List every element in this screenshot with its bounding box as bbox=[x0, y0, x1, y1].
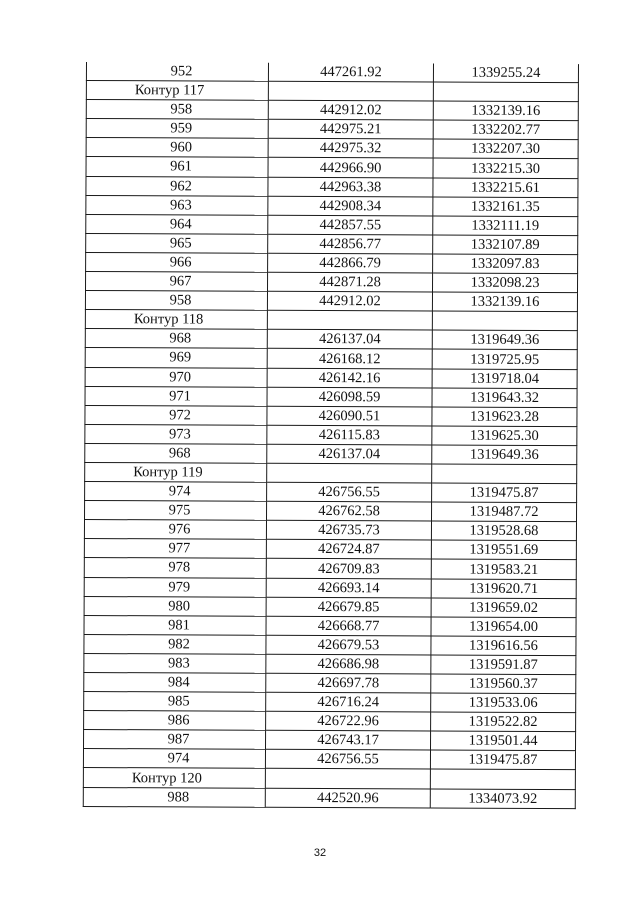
empty-cell bbox=[430, 769, 575, 789]
y-coordinate-cell: 1332161.35 bbox=[433, 197, 578, 217]
y-coordinate-cell: 1319533.06 bbox=[431, 693, 576, 713]
x-coordinate-cell: 426697.78 bbox=[266, 673, 431, 693]
point-number-cell: 963 bbox=[86, 195, 268, 215]
table-row bbox=[85, 405, 577, 426]
point-number-cell: 958 bbox=[85, 291, 267, 311]
x-coordinate-cell: 442871.28 bbox=[268, 272, 433, 292]
y-coordinate-cell: 1319620.71 bbox=[431, 579, 576, 599]
y-coordinate-cell: 1332107.89 bbox=[433, 235, 578, 255]
point-number-cell: 981 bbox=[84, 615, 266, 635]
table-row bbox=[86, 62, 578, 83]
point-number-cell: 961 bbox=[86, 157, 268, 177]
x-coordinate-cell: 426679.53 bbox=[266, 635, 431, 655]
point-number-cell: 958 bbox=[86, 100, 268, 120]
table-row bbox=[85, 443, 577, 464]
page-number: 32 bbox=[313, 847, 327, 859]
y-coordinate-cell: 1319649.36 bbox=[432, 445, 577, 465]
y-coordinate-cell: 1319649.36 bbox=[432, 330, 577, 350]
empty-cell bbox=[267, 463, 432, 483]
x-coordinate-cell: 442866.79 bbox=[268, 253, 433, 273]
point-number-cell: 988 bbox=[83, 787, 265, 807]
y-coordinate-cell: 1319501.44 bbox=[430, 731, 575, 751]
x-coordinate-cell: 426115.83 bbox=[267, 425, 432, 445]
x-coordinate-cell: 426668.77 bbox=[266, 616, 431, 636]
table-row bbox=[86, 138, 578, 159]
y-coordinate-cell: 1319551.69 bbox=[431, 540, 576, 560]
x-coordinate-cell: 442908.34 bbox=[268, 196, 433, 216]
y-coordinate-cell: 1332215.61 bbox=[433, 178, 578, 198]
point-number-cell: 969 bbox=[85, 348, 267, 368]
y-coordinate-cell: 1319475.87 bbox=[432, 483, 577, 503]
y-coordinate-cell: 1319528.68 bbox=[431, 521, 576, 541]
table-row bbox=[86, 176, 578, 197]
x-coordinate-cell: 442912.02 bbox=[268, 100, 433, 120]
y-coordinate-cell: 1332097.83 bbox=[433, 254, 578, 274]
point-number-cell: 967 bbox=[86, 272, 268, 292]
empty-cell bbox=[268, 81, 433, 101]
point-number-cell: 959 bbox=[86, 119, 268, 139]
x-coordinate-cell: 426098.59 bbox=[267, 387, 432, 407]
point-number-cell: 987 bbox=[84, 730, 266, 750]
x-coordinate-cell: 442963.38 bbox=[268, 177, 433, 197]
empty-cell bbox=[432, 311, 577, 331]
point-number-cell: 983 bbox=[84, 653, 266, 673]
y-coordinate-cell: 1319659.02 bbox=[431, 598, 576, 618]
point-number-cell: 977 bbox=[84, 539, 266, 559]
point-number-cell: 979 bbox=[84, 577, 266, 597]
y-coordinate-cell: 1319591.87 bbox=[431, 655, 576, 675]
y-coordinate-cell: 1319616.56 bbox=[431, 636, 576, 656]
table-row bbox=[84, 634, 576, 655]
y-coordinate-cell: 1319487.72 bbox=[431, 502, 576, 522]
y-coordinate-cell: 1332098.23 bbox=[432, 273, 577, 293]
coordinates-table bbox=[83, 62, 579, 809]
table-row bbox=[84, 653, 576, 674]
x-coordinate-cell: 426743.17 bbox=[266, 731, 431, 751]
contour-header-row bbox=[85, 310, 577, 331]
y-coordinate-cell: 1319654.00 bbox=[431, 617, 576, 637]
point-number-cell: 986 bbox=[84, 711, 266, 731]
x-coordinate-cell: 426137.04 bbox=[267, 330, 432, 350]
point-number-cell: 968 bbox=[85, 443, 267, 463]
empty-cell bbox=[432, 464, 577, 484]
x-coordinate-cell: 426693.14 bbox=[266, 578, 431, 598]
x-coordinate-cell: 426686.98 bbox=[266, 654, 431, 674]
x-coordinate-cell: 442912.02 bbox=[267, 291, 432, 311]
x-coordinate-cell: 426756.55 bbox=[265, 750, 430, 770]
table-row bbox=[86, 119, 578, 140]
y-coordinate-cell: 1332202.77 bbox=[433, 120, 578, 140]
table-row bbox=[84, 539, 576, 560]
table-row bbox=[85, 482, 577, 503]
point-number-cell: 976 bbox=[84, 520, 266, 540]
point-number-cell: 972 bbox=[85, 405, 267, 425]
x-coordinate-cell: 426762.58 bbox=[267, 501, 432, 521]
contour-label: Контур 120 bbox=[83, 768, 265, 788]
contour-header-row bbox=[83, 768, 575, 789]
table-row bbox=[84, 577, 576, 598]
x-coordinate-cell: 447261.92 bbox=[268, 63, 433, 82]
empty-cell bbox=[267, 311, 432, 331]
y-coordinate-cell: 1332111.19 bbox=[433, 216, 578, 236]
contour-header-row bbox=[86, 81, 578, 102]
point-number-cell: 964 bbox=[86, 214, 268, 234]
empty-cell bbox=[265, 769, 430, 789]
table-row bbox=[86, 100, 578, 121]
y-coordinate-cell: 1319718.04 bbox=[432, 369, 577, 389]
x-coordinate-cell: 426142.16 bbox=[267, 368, 432, 388]
point-number-cell: 975 bbox=[85, 501, 267, 521]
contour-header-row bbox=[85, 462, 577, 483]
table-row bbox=[84, 558, 576, 579]
contour-label: Контур 117 bbox=[86, 81, 268, 101]
table-row bbox=[85, 291, 577, 312]
y-coordinate-cell: 1319623.28 bbox=[432, 407, 577, 427]
x-coordinate-cell: 426090.51 bbox=[267, 406, 432, 426]
y-coordinate-cell: 1334073.92 bbox=[430, 789, 575, 809]
table-row bbox=[86, 157, 578, 178]
x-coordinate-cell: 426756.55 bbox=[267, 482, 432, 502]
table-row bbox=[83, 749, 575, 770]
table-row bbox=[84, 692, 576, 713]
table-row bbox=[85, 424, 577, 445]
y-coordinate-cell: 1319475.87 bbox=[430, 750, 575, 770]
y-coordinate-cell: 1319643.32 bbox=[432, 388, 577, 408]
x-coordinate-cell: 426724.87 bbox=[266, 540, 431, 560]
table-row bbox=[84, 711, 576, 732]
y-coordinate-cell: 1319560.37 bbox=[431, 674, 576, 694]
x-coordinate-cell: 442975.32 bbox=[268, 139, 433, 159]
point-number-cell: 978 bbox=[84, 558, 266, 578]
contour-label: Контур 119 bbox=[85, 462, 267, 482]
x-coordinate-cell: 442966.90 bbox=[268, 158, 433, 178]
x-coordinate-cell: 426722.96 bbox=[266, 711, 431, 731]
y-coordinate-cell: 1332139.16 bbox=[432, 292, 577, 312]
point-number-cell: 952 bbox=[86, 62, 268, 81]
table-row bbox=[84, 615, 576, 636]
point-number-cell: 966 bbox=[86, 252, 268, 272]
table-row bbox=[86, 272, 578, 293]
point-number-cell: 973 bbox=[85, 424, 267, 444]
point-number-cell: 984 bbox=[84, 672, 266, 692]
point-number-cell: 968 bbox=[85, 329, 267, 349]
table-row bbox=[86, 252, 578, 273]
y-coordinate-cell: 1332207.30 bbox=[433, 139, 578, 159]
table-row bbox=[86, 233, 578, 254]
point-number-cell: 971 bbox=[85, 386, 267, 406]
contour-label: Контур 118 bbox=[85, 310, 267, 330]
table-row bbox=[84, 520, 576, 541]
table-row bbox=[84, 730, 576, 751]
table-row bbox=[85, 501, 577, 522]
table-row bbox=[83, 787, 575, 808]
y-coordinate-cell: 1332215.30 bbox=[433, 158, 578, 178]
x-coordinate-cell: 442975.21 bbox=[268, 120, 433, 140]
table-row bbox=[86, 214, 578, 235]
x-coordinate-cell: 426716.24 bbox=[266, 692, 431, 712]
point-number-cell: 970 bbox=[85, 367, 267, 387]
y-coordinate-cell: 1319522.82 bbox=[431, 712, 576, 732]
point-number-cell: 980 bbox=[84, 596, 266, 616]
y-coordinate-cell: 1339255.24 bbox=[433, 64, 578, 83]
empty-cell bbox=[433, 82, 578, 102]
point-number-cell: 974 bbox=[85, 482, 267, 502]
coordinates-table-body bbox=[83, 62, 578, 808]
point-number-cell: 965 bbox=[86, 233, 268, 253]
table-row bbox=[85, 386, 577, 407]
table-row bbox=[85, 348, 577, 369]
x-coordinate-cell: 426137.04 bbox=[267, 444, 432, 464]
x-coordinate-cell: 426735.73 bbox=[266, 521, 431, 541]
x-coordinate-cell: 442856.77 bbox=[268, 234, 433, 254]
x-coordinate-cell: 426679.85 bbox=[266, 597, 431, 617]
table-row bbox=[85, 329, 577, 350]
point-number-cell: 982 bbox=[84, 634, 266, 654]
table-row bbox=[86, 195, 578, 216]
table-row bbox=[85, 367, 577, 388]
point-number-cell: 985 bbox=[84, 692, 266, 712]
y-coordinate-cell: 1319725.95 bbox=[432, 349, 577, 369]
table-row bbox=[84, 596, 576, 617]
y-coordinate-cell: 1319625.30 bbox=[432, 426, 577, 446]
table-row bbox=[84, 672, 576, 693]
y-coordinate-cell: 1332139.16 bbox=[433, 101, 578, 121]
y-coordinate-cell: 1319583.21 bbox=[431, 559, 576, 579]
point-number-cell: 960 bbox=[86, 138, 268, 158]
x-coordinate-cell: 442857.55 bbox=[268, 215, 433, 235]
point-number-cell: 962 bbox=[86, 176, 268, 196]
x-coordinate-cell: 442520.96 bbox=[265, 788, 430, 808]
x-coordinate-cell: 426709.83 bbox=[266, 559, 431, 579]
x-coordinate-cell: 426168.12 bbox=[267, 349, 432, 369]
point-number-cell: 974 bbox=[83, 749, 265, 769]
